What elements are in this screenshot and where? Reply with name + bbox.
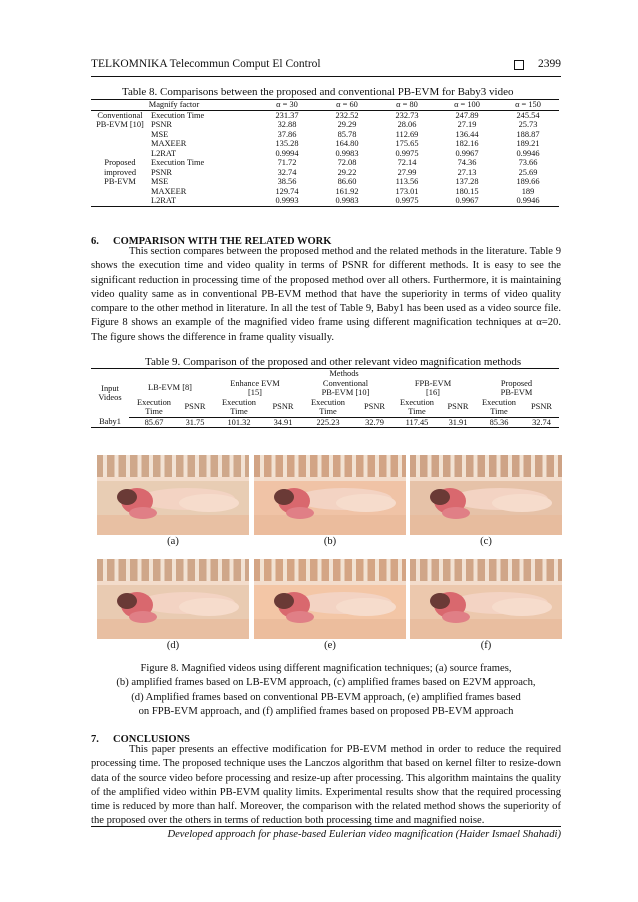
table8-group-cell: PB-EVM [10] xyxy=(96,120,144,129)
table8-row xyxy=(91,110,559,120)
table8-value-cell: 161.92 xyxy=(335,186,359,196)
table8-metric-cell: MSE xyxy=(151,129,169,139)
table8-metric-cell: L2RAT xyxy=(151,148,177,158)
table8-alpha-header: α = 100 xyxy=(437,100,497,111)
text-line: Time xyxy=(408,407,426,416)
table9-method-header xyxy=(392,379,474,398)
figure-panel-label: (e) xyxy=(324,640,336,651)
table8-value-cell: 25.69 xyxy=(518,167,538,177)
table8-value-cell: 71.72 xyxy=(277,158,297,167)
table9-video-cell: Baby1 xyxy=(91,417,129,428)
table8-value-cell: 0.9975 xyxy=(377,196,437,206)
text-line: Time xyxy=(230,407,248,416)
table9-cell: 101.32 xyxy=(211,417,267,428)
table8-group-cell xyxy=(91,187,149,197)
table8-group-cell: improved xyxy=(103,167,137,177)
table8-row xyxy=(91,120,559,130)
table8-group-cell xyxy=(91,139,149,149)
text-line: Execution xyxy=(400,397,434,407)
section6-body xyxy=(91,245,561,345)
table8-value-cell: 180.15 xyxy=(455,186,479,196)
table8-value-cell: 189.21 xyxy=(516,139,540,148)
table9-cell: 31.91 xyxy=(442,417,474,428)
table8-value-cell: 72.14 xyxy=(397,158,417,167)
table8-value-cell: 129.74 xyxy=(275,186,299,196)
section-number: 7. xyxy=(91,734,99,745)
table8-metric-cell: MAXEER xyxy=(151,186,187,196)
text-line: [15] xyxy=(248,388,262,397)
figure-panel-image xyxy=(97,559,249,639)
table8-value-cell: 189.66 xyxy=(516,177,540,186)
figure-panel-label: (b) xyxy=(323,536,337,547)
table8-caption: Table 8. Comparisons between the proposed and conventional PB-EVM for Baby3 video xyxy=(122,86,514,98)
table8-alpha-header: α = 30 xyxy=(257,100,317,111)
table8-value-cell: 0.9967 xyxy=(455,148,479,158)
figure-panel-image xyxy=(97,455,249,535)
table8-alpha-header: α = 60 xyxy=(317,100,377,111)
table9-exec-header xyxy=(129,398,179,418)
caption-line: (b) amplified frames based on LB-EVM approach, (c) amplified frames based on E2VM approach, xyxy=(116,677,536,689)
figure-panel-image xyxy=(254,559,406,639)
figure-panel-label: (d) xyxy=(166,640,180,651)
table8-value-cell: 135.28 xyxy=(275,139,299,148)
table9-psnr-header: PSNR xyxy=(357,398,392,418)
table8-value-cell: 245.54 xyxy=(516,110,540,120)
figure-panel-image xyxy=(254,455,406,535)
table8-value-cell: 28.06 xyxy=(397,120,417,129)
table8-value-cell: 113.56 xyxy=(395,177,419,186)
figure-panel-image xyxy=(410,559,562,639)
table9-exec-header xyxy=(474,398,524,418)
table8-value-cell: 232.73 xyxy=(395,110,419,120)
table9-caption: Table 9. Comparison of the proposed and other relevant video magnification methods xyxy=(145,356,522,368)
table8-value-cell: 182.16 xyxy=(455,139,479,148)
table8-value-cell: 27.19 xyxy=(457,120,477,129)
table8-value-cell: 189 xyxy=(521,186,535,196)
table9-method-header xyxy=(211,379,299,398)
table9-exec-header xyxy=(392,398,442,418)
section-number: 6. xyxy=(91,236,99,247)
table8-value-cell: 247.89 xyxy=(455,110,479,120)
table8-value-cell: 0.9983 xyxy=(335,148,359,158)
section7-body xyxy=(91,743,561,829)
table8-value-cell: 175.65 xyxy=(395,139,419,148)
table9-cell: 34.91 xyxy=(267,417,299,428)
table8-value-cell: 86.60 xyxy=(337,177,357,186)
text-line: Execution xyxy=(137,397,171,407)
table8-metric-cell: Execution Time xyxy=(151,110,205,120)
table9-method-header xyxy=(129,379,211,398)
table8-value-cell: 0.9946 xyxy=(497,196,559,206)
table8-value-cell: 232.52 xyxy=(335,110,359,120)
table8-metric-cell: MSE xyxy=(151,177,169,186)
text-line: Time xyxy=(490,407,508,416)
table8-value-cell: 0.9994 xyxy=(275,148,299,158)
text-line: Time xyxy=(145,407,163,416)
table9-cell: 117.45 xyxy=(392,417,442,428)
table8 xyxy=(91,99,559,207)
baby-crib-photo xyxy=(97,455,249,535)
text-line: Enhance EVM xyxy=(230,378,280,388)
figure-panel-label: (c) xyxy=(480,536,492,547)
table9-exec-header xyxy=(211,398,267,418)
table8-value-cell: 27.99 xyxy=(397,167,417,177)
baby-crib-photo xyxy=(97,559,249,639)
table9-data-row xyxy=(91,417,559,428)
table8-group-cell: PB-EVM xyxy=(104,177,136,186)
text-line: FPB-EVM xyxy=(414,378,452,388)
table8-value-cell: 0.9967 xyxy=(437,196,497,206)
caption-line: on FPB-EVM approach, and (f) amplified frames based on proposed PB-EVM approach xyxy=(138,705,514,717)
table8-alpha-header: α = 150 xyxy=(497,100,559,111)
text-line: LB-EVM [8] xyxy=(148,383,192,393)
table8-value-cell: 188.87 xyxy=(516,129,540,139)
table8-value-cell: 72.08 xyxy=(337,158,357,167)
baby-crib-photo xyxy=(254,455,406,535)
table8-row xyxy=(91,196,559,206)
table8-value-cell: 74.36 xyxy=(457,158,477,167)
table9-method-names-row xyxy=(91,379,559,398)
table8-value-cell: 164.80 xyxy=(335,139,359,148)
table8-row xyxy=(91,187,559,197)
checkbox-square-icon xyxy=(514,60,524,70)
section-title: COMPARISON WITH THE RELATED WORK xyxy=(113,236,332,247)
table8-row xyxy=(91,168,559,178)
caption-line: Figure 8. Magnified videos using different magnification techniques; (a) source frames, xyxy=(140,663,512,674)
table8-metric-cell: PSNR xyxy=(151,120,172,129)
table9-input-header xyxy=(91,369,129,418)
table8-metric-cell: PSNR xyxy=(151,167,172,177)
text-line: PB-EVM xyxy=(500,388,533,397)
table9-cell: 85.67 xyxy=(129,417,179,428)
table8-value-cell: 0.9983 xyxy=(317,196,377,206)
table8-row xyxy=(91,149,559,159)
text-line: Execution xyxy=(311,397,345,407)
table9-methods-row xyxy=(91,369,559,379)
table8-row xyxy=(91,139,559,149)
table8-value-cell: 112.69 xyxy=(395,129,419,139)
baby-crib-photo xyxy=(254,559,406,639)
table8-row xyxy=(91,158,559,168)
table8-group-cell xyxy=(91,130,149,140)
table8-value-cell: 73.66 xyxy=(518,158,538,167)
paragraph: This paper presents an effective modification for PB-EVM method in order to reduce the required processing time. The proposed technique uses the Lanczos algorithm that based on kernel filter to resize-down data of the source video before processing and resize-up after processing. This algorithm maintains the quality of the amplified video within PB-EVM quality limits. Experimental results show that the required processing time is reduced by more than half. Moreover, the comparison with the related method shows the superiority of the proposed over the others in terms of reduction both processing time and magnified noise. xyxy=(91,744,561,827)
paragraph: This section compares between the proposed method and the related methods in the literature. Table 9 shows the execution time and video quality in terms of PSNR for different methods. It is easy to see the significant reduction in processing time of the proposed method over all others. Furthermore, it is maintaining video quality same as in conventional PB-EVM method that have the superiority in terms of video quality compare to the other method in literature. In all the test of Table 9, Baby1 has been used as a video source file. Figure 8 shows an example of the magnified video frame using different magnification techniques at α=20. The figure shows the difference in frame quality visually. xyxy=(91,246,561,343)
table8-value-cell: 136.44 xyxy=(455,129,479,139)
table9-psnr-header: PSNR xyxy=(267,398,299,418)
table8-value-cell: 137.28 xyxy=(455,177,479,186)
table9-metric-row xyxy=(91,398,559,418)
section-title: CONCLUSIONS xyxy=(113,734,191,745)
table8-value-cell: 29.22 xyxy=(337,167,357,177)
table8-value-cell: 231.37 xyxy=(275,110,299,120)
table9-exec-header xyxy=(299,398,357,418)
table8-value-cell: 173.01 xyxy=(395,186,419,196)
table8-value-cell: 85.78 xyxy=(337,129,357,139)
text-line: Proposed xyxy=(500,378,533,388)
table8-row xyxy=(91,177,559,187)
table8-value-cell: 37.86 xyxy=(277,129,297,139)
figure-panel-image xyxy=(410,455,562,535)
caption-line: (d) Amplified frames based on conventional PB-EVM approach, (e) amplified frames based xyxy=(131,691,521,703)
table8-metric-cell: Execution Time xyxy=(151,158,205,167)
running-footer: Developed approach for phase-based Eulerian video magnification (Haider Ismael Shahadi) xyxy=(167,829,561,840)
table8-row xyxy=(91,130,559,140)
text-line: Input xyxy=(101,383,119,393)
table8-metric-cell: MAXEER xyxy=(151,139,187,148)
table8-header-row xyxy=(91,100,559,111)
table9-methods-header: Methods xyxy=(129,369,559,379)
footer-rule xyxy=(91,826,561,827)
text-line: PB-EVM [10] xyxy=(321,388,370,397)
table9-psnr-header: PSNR xyxy=(524,398,559,418)
table8-value-cell: 0.9975 xyxy=(395,148,419,158)
table8-value-cell: 32.88 xyxy=(277,120,297,129)
journal-title: TELKOMNIKA Telecommun Comput El Control xyxy=(91,58,321,70)
table8-body xyxy=(91,110,559,206)
figure-panel-label: (a) xyxy=(167,536,179,547)
running-header xyxy=(91,58,561,74)
table9-method-header xyxy=(474,379,559,398)
table8-group-cell: Proposed xyxy=(104,158,136,167)
table8-value-cell: 0.9946 xyxy=(516,148,540,158)
table8-col0-header: Magnify factor xyxy=(91,100,257,111)
table9-cell: 225.23 xyxy=(299,417,357,428)
table8-value-cell: 38.56 xyxy=(277,177,297,186)
table8-value-cell: 27.13 xyxy=(457,167,477,177)
figure8-caption xyxy=(91,662,561,719)
text-line: Videos xyxy=(98,393,122,402)
table9-psnr-header: PSNR xyxy=(179,398,211,418)
table8-value-cell: 0.9993 xyxy=(257,196,317,206)
text-line: [16] xyxy=(426,388,440,397)
table9-psnr-header: PSNR xyxy=(442,398,474,418)
baby-crib-photo xyxy=(410,455,562,535)
table9-cell: 32.74 xyxy=(524,417,559,428)
table8-group-cell xyxy=(91,196,149,206)
figure-panel-label: (f) xyxy=(480,640,492,651)
table9-method-header xyxy=(299,379,392,398)
page-number: 2399 xyxy=(538,58,561,70)
table8-alpha-header: α = 80 xyxy=(377,100,437,111)
header-rule xyxy=(91,76,561,77)
table8-value-cell: 32.74 xyxy=(277,167,297,177)
text-line: Execution xyxy=(482,397,516,407)
table8-metric-cell: L2RAT xyxy=(149,196,257,206)
text-line: Execution xyxy=(222,397,256,407)
baby-crib-photo xyxy=(410,559,562,639)
table8-value-cell: 25.73 xyxy=(518,120,538,129)
table9-cell: 31.75 xyxy=(179,417,211,428)
table8-value-cell: 29.29 xyxy=(337,120,357,129)
table8-group-cell xyxy=(91,149,149,159)
text-line: Time xyxy=(319,407,337,416)
table8-group-cell: Conventional xyxy=(97,110,143,120)
table9 xyxy=(91,368,559,428)
table9-cell: 32.79 xyxy=(357,417,392,428)
table9-cell: 85.36 xyxy=(474,417,524,428)
text-line: Conventional xyxy=(322,378,369,388)
